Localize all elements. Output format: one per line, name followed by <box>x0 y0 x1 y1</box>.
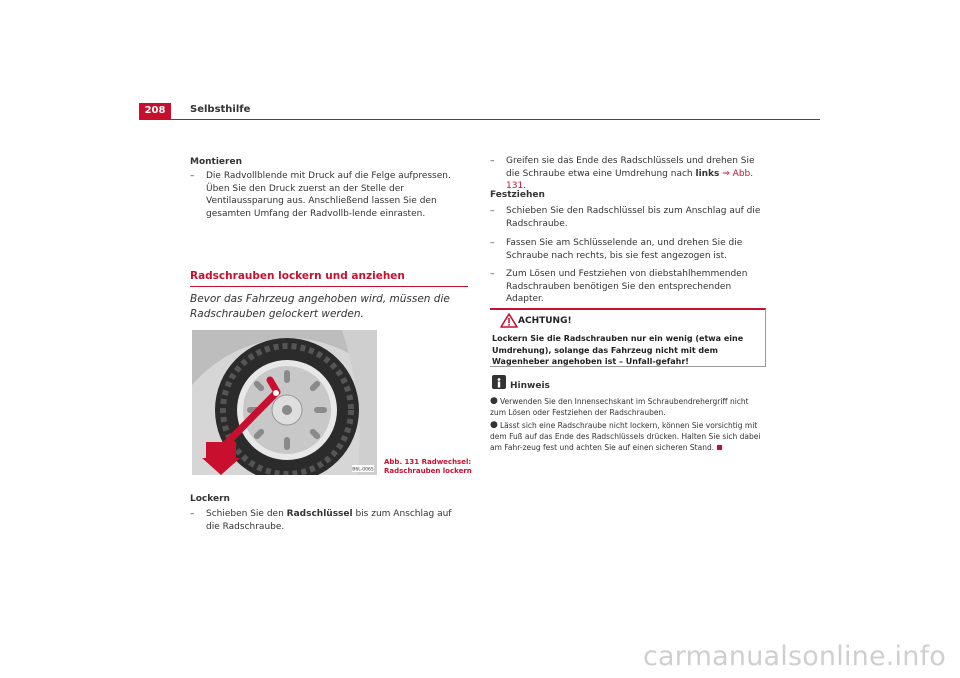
loosen-step: – Schieben Sie den Radschlüssel bis zum Anschlag auf die Radschraube. <box>190 509 452 532</box>
note-item-1: ● Verwenden Sie den Innensechskant im Schraubendrehergriff nicht zum Lösen oder Festziehen der Radschrauben. <box>490 396 749 417</box>
tighten-heading: Festziehen <box>490 190 545 200</box>
figure-code: B6L-0065 <box>352 467 374 473</box>
watermark: carmanualsonline.info <box>643 641 946 672</box>
tighten-step-3: – Zum Lösen und Festziehen von diebstahlhemmenden Radschrauben benötigen Sie den entsprechenden Adapter. <box>490 269 748 305</box>
note-title: Hinweis <box>510 381 550 391</box>
wheel-figure <box>192 330 377 475</box>
loosen-heading: Lockern <box>190 494 230 504</box>
running-head: Selbsthilfe <box>190 104 251 115</box>
mount-heading: Montieren <box>190 157 242 167</box>
header-rule <box>139 119 820 120</box>
tighten-step-1: – Schieben Sie den Radschlüssel bis zum Anschlag auf die Radschraube. <box>490 206 761 229</box>
info-icon <box>492 375 506 389</box>
tighten-step-2: – Fassen Sie am Schlüsselende an, und drehen Sie die Schraube nach rechts, bis sie fest angezogen ist. <box>490 238 743 261</box>
wheel-illustration <box>192 330 377 475</box>
warning-triangle-icon <box>500 313 518 328</box>
section-title: Radschrauben lockern und anziehen <box>190 270 405 282</box>
page-number: 208 <box>139 103 171 119</box>
warning-title: ACHTUNG! <box>518 316 572 326</box>
mount-step: – Die Radvollblende mit Druck auf die Felge aufpressen. Üben Sie den Druck zuerst an der Stelle der Ventilaussparung aus. Anschließend lassen Sie den gesamten Umfang der Radvollb-lende einrasten. <box>190 171 451 219</box>
warning-box <box>490 308 766 367</box>
warning-text: Lockern Sie die Radschrauben nur ein wenig (etwa eine Umdrehung), solange das Fahrzeug nicht mit dem Wagenheber angehoben ist – Unfall-gefahr! <box>492 334 744 366</box>
end-marker-icon <box>717 445 722 450</box>
figure-reference-link[interactable]: ⇒ Abb. 131 <box>506 168 754 192</box>
section-rule <box>190 286 468 287</box>
figure-caption: Abb. 131 Radwechsel: Radschrauben lockern <box>384 458 472 475</box>
lead-text: Bevor das Fahrzeug angehoben wird, müssen die Radschrauben gelockert werden. <box>190 293 450 320</box>
grip-step: – Greifen sie das Ende des Radschlüssels und drehen Sie die Schraube etwa eine Umdrehung nach links ⇒ Abb. 131. <box>490 156 755 192</box>
note-item-2: ● Lässt sich eine Radschraube nicht lockern, können Sie vorsichtig mit dem Fuß auf das Ende des Radschlüssels drücken. Halten Sie sich dabei am Fahr-zeug fest und achten Sie auf einen sicheren Stand. <box>490 420 761 452</box>
